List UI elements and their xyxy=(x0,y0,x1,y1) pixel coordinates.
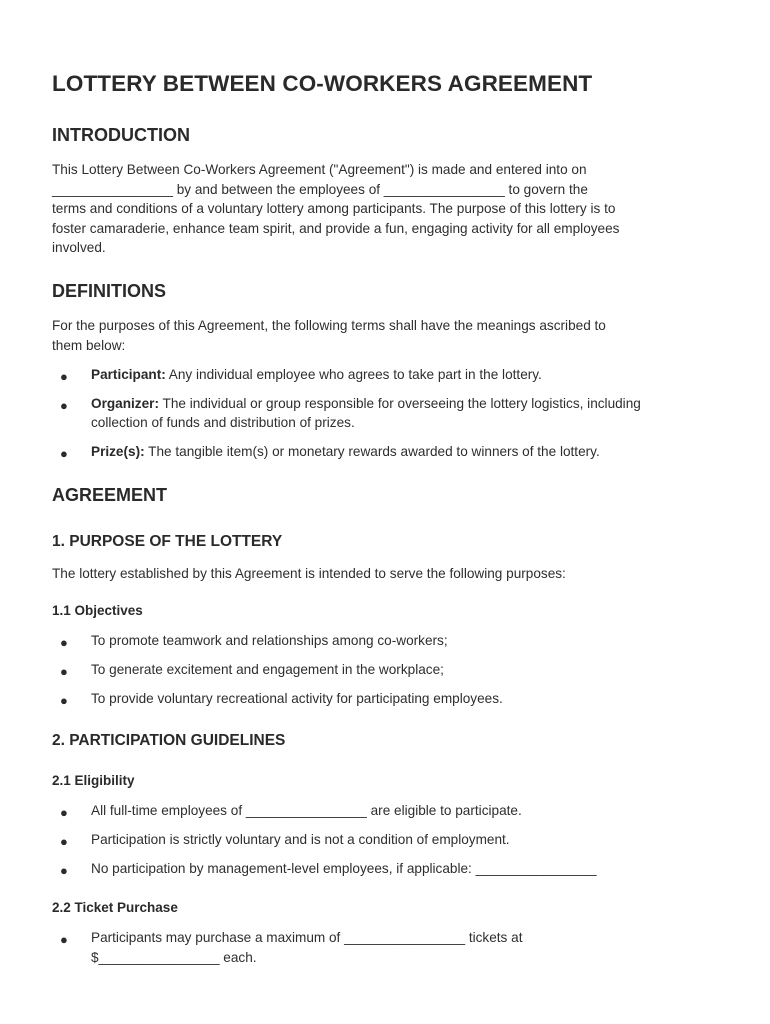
list-item: ● Organizer: The individual or group responsible for overseeing the lottery logistics, including collection of funds and distribution of prizes. xyxy=(60,395,641,431)
bullet-icon: ● xyxy=(60,445,68,461)
bullet-icon: ● xyxy=(60,693,68,709)
list-item: ● Participants may purchase a maximum of ________________ tickets at $________________ each. xyxy=(60,930,523,965)
bullet-icon: ● xyxy=(60,635,68,650)
eligibility-list xyxy=(52,801,732,879)
section-1-1-heading: 1.1 Objectives xyxy=(52,603,143,618)
agreement-heading: AGREEMENT xyxy=(52,485,168,505)
bullet-icon: ● xyxy=(60,805,68,820)
objectives-list xyxy=(52,631,732,709)
ticket-purchase-list xyxy=(52,928,732,967)
definitions-list xyxy=(52,365,732,461)
bullet-icon: ● xyxy=(60,664,68,680)
section-2-heading: 2. PARTICIPATION GUIDELINES xyxy=(52,732,286,749)
list-item: ● No participation by management-level employees, if applicable: ________________ xyxy=(52,859,732,879)
introduction-paragraph: This Lottery Between Co-Workers Agreement ("Agreement") is made and entered into on ________________ by and between the employees of ________________ to govern the terms and conditions of a voluntary lottery among participants. The purpose of this lottery is to foster camaraderie, enhance team spirit, and provide a fun, engaging activity for all employees involved. xyxy=(52,162,620,256)
list-item: ● To generate excitement and engagement in the workplace; xyxy=(52,660,732,680)
list-item: ● To provide voluntary recreational activity for participating employees. xyxy=(52,689,732,709)
bullet-icon: ● xyxy=(60,834,68,850)
introduction-heading: INTRODUCTION xyxy=(52,125,190,145)
section-2-1-heading: 2.1 Eligibility xyxy=(52,773,135,788)
list-item: ● All full-time employees of ________________ are eligible to participate. xyxy=(52,801,732,821)
list-item: ● Participant: Any individual employee who agrees to take part in the lottery. xyxy=(52,365,732,385)
bullet-icon: ● xyxy=(60,369,68,384)
definitions-intro: For the purposes of this Agreement, the following terms shall have the meanings ascribed to them below: xyxy=(52,318,606,353)
section-1-text: The lottery established by this Agreement is intended to serve the following purposes: xyxy=(52,566,566,581)
list-item: ● Prize(s): The tangible item(s) or monetary rewards awarded to winners of the lottery. xyxy=(52,442,732,462)
section-2-2-heading: 2.2 Ticket Purchase xyxy=(52,900,178,915)
bullet-icon: ● xyxy=(60,863,68,879)
document-title: LOTTERY BETWEEN CO-WORKERS AGREEMENT xyxy=(52,71,593,96)
list-item: ● Participation is strictly voluntary and is not a condition of employment. xyxy=(52,830,732,850)
bullet-icon: ● xyxy=(60,932,68,947)
list-item: ● To promote teamwork and relationships among co-workers; xyxy=(52,631,732,651)
definitions-heading: DEFINITIONS xyxy=(52,281,167,301)
bullet-icon: ● xyxy=(60,397,68,413)
section-1-heading: 1. PURPOSE OF THE LOTTERY xyxy=(52,533,283,550)
